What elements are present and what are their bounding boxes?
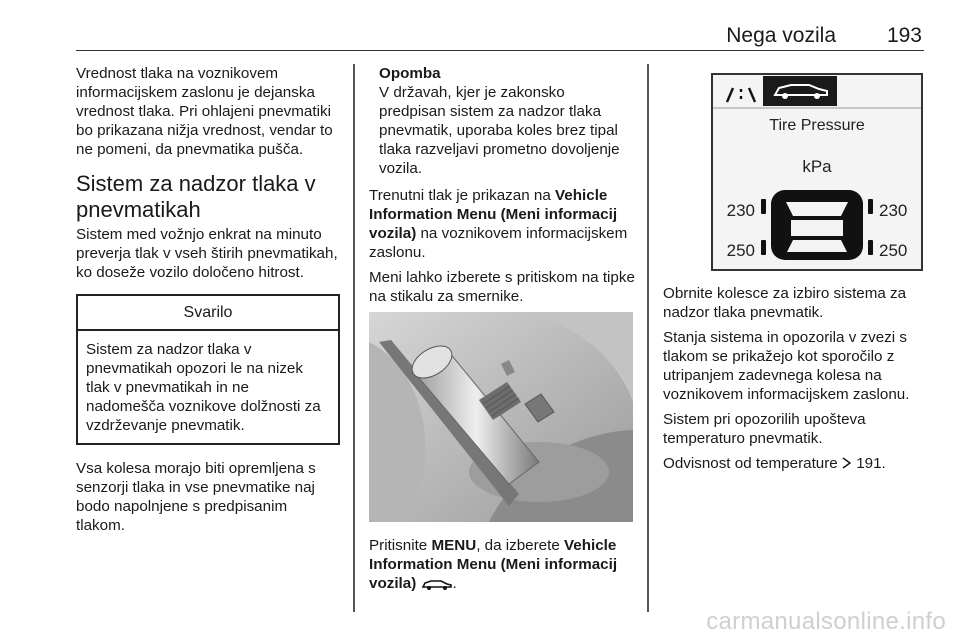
section-heading: Sistem za nadzor tlaka v pnevmatikah bbox=[76, 171, 316, 222]
reference-paragraph bbox=[663, 454, 931, 473]
warning-box bbox=[76, 294, 340, 445]
text-span: Trenutni tlak je prikazan na bbox=[369, 187, 556, 204]
warning-title: Svarilo bbox=[78, 296, 338, 331]
temperature-paragraph: Sistem pri opozorilih upošteva temperaturo pnevmatik. bbox=[663, 411, 866, 447]
note-block bbox=[369, 64, 635, 178]
turn-signal-stalk-photo bbox=[369, 312, 633, 522]
note-text: V državah, kjer je zakonsko predpisan sistem za nadzor tlaka pnevmatik, uporaba koles brez tipal tlaka razveljavi prometno dovoljenje vozila. bbox=[379, 84, 620, 177]
reference-page[interactable]: 191. bbox=[856, 455, 886, 472]
note-title: Opomba bbox=[379, 65, 441, 82]
car-icon bbox=[421, 577, 453, 591]
press-menu-paragraph bbox=[369, 536, 635, 593]
rear-left-pressure: 250 bbox=[726, 241, 755, 260]
text-span: . bbox=[452, 575, 457, 592]
display-title: Tire Pressure bbox=[769, 117, 865, 134]
car-top-view-icon bbox=[761, 190, 873, 260]
menu-name: Vehicle Information Menu (Meni informacij vozila) bbox=[369, 187, 618, 242]
column-divider-1 bbox=[353, 64, 355, 612]
system-paragraph: Sistem med vožnjo enkrat na minuto preverja tlak v vseh štirih pnevmatikah, ko doseže vozilo določeno hitrost. bbox=[76, 226, 338, 281]
display-paragraph bbox=[369, 186, 635, 262]
menu-button-name: MENU bbox=[431, 537, 477, 554]
text-span: na voznikovem informacijskem zaslonu. bbox=[369, 225, 628, 261]
column-3 bbox=[663, 64, 931, 479]
page-reference-arrow-icon bbox=[842, 457, 852, 469]
column-1 bbox=[76, 64, 340, 541]
warning-text: Sistem za nadzor tlaka v pnevmatikah opozori le na nizek tlak v pnevmatikah in ne nadomešča voznikove dolžnosti za vzdrževanje pnevmatik. bbox=[86, 341, 321, 434]
text-span: Odvisnost od temperature bbox=[663, 455, 842, 472]
tire-pressure-display bbox=[711, 68, 923, 272]
menu-paragraph: Meni lahko izberete s pritiskom na tipke na stikalu za smernike. bbox=[369, 269, 635, 305]
intro-paragraph: Vrednost tlaka na voznikovem informacijskem zaslonu je dejanska vrednost tlaka. Pri ohlajeni pnevmatiki bo prikazana nižja vrednost, vendar to ne pomeni, da pnevmatika pušča. bbox=[76, 65, 333, 158]
menu-name: Vehicle Information Menu (Meni informacij vozila) bbox=[369, 537, 618, 592]
status-paragraph: Stanja sistema in opozorila v zvezi s tlakom se prikažejo kot sporočilo z utripanjem zadevnega kolesa na voznikovem informacijskem zaslonu. bbox=[663, 329, 910, 403]
page-number: 193 bbox=[886, 24, 922, 47]
pressure-unit: kPa bbox=[802, 157, 832, 176]
column-2 bbox=[369, 64, 635, 599]
rear-right-pressure: 250 bbox=[879, 241, 908, 260]
text-span: Pritisnite bbox=[369, 537, 432, 554]
column-divider-2 bbox=[647, 64, 649, 612]
front-left-pressure: 230 bbox=[726, 201, 755, 220]
wheel-paragraph: Obrnite kolesce za izbiro sistema za nadzor tlaka pnevmatik. bbox=[663, 285, 907, 321]
front-right-pressure: 230 bbox=[879, 201, 908, 220]
text-span: , da izberete bbox=[476, 537, 564, 554]
page-header bbox=[76, 22, 924, 51]
sensors-paragraph: Vsa kolesa morajo biti opremljena s senzorji tlaka in vse pnevmatike naj bodo napolnjene s predpisanim tlakom. bbox=[76, 460, 316, 534]
section-title: Nega vozila bbox=[726, 24, 836, 47]
watermark: carmanualsonline.info bbox=[706, 608, 946, 635]
